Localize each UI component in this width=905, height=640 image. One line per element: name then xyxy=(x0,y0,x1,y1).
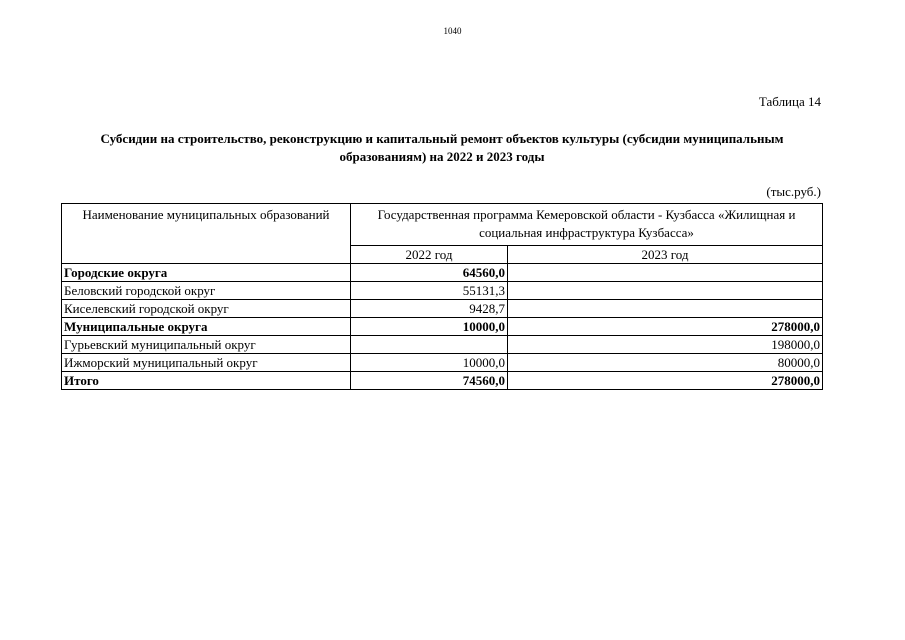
value-2023-cell xyxy=(508,264,823,282)
municipality-name-cell: Ижморский муниципальный округ xyxy=(62,354,351,372)
municipality-name-cell: Городские округа xyxy=(62,264,351,282)
header-year-2022: 2022 год xyxy=(351,246,508,264)
value-2023-cell xyxy=(508,300,823,318)
table-body xyxy=(62,264,823,390)
value-2022-cell xyxy=(351,336,508,354)
table-row xyxy=(62,336,823,354)
value-2023-cell: 278000,0 xyxy=(508,318,823,336)
subsidies-table xyxy=(61,203,823,390)
document-title: Субсидии на строительство, реконструкцию и капитальный ремонт объектов культуры (субсидии муниципальным образованиям) на 2022 и 2023 годы xyxy=(100,131,784,164)
table-row xyxy=(62,354,823,372)
value-2023-cell xyxy=(508,282,823,300)
table-caption: Таблица 14 xyxy=(758,94,821,109)
municipality-name-cell: Гурьевский муниципальный округ xyxy=(62,336,351,354)
municipality-name-cell: Итого xyxy=(62,372,351,390)
header-municipality-name: Наименование муниципальных образований xyxy=(62,204,351,264)
value-2022-cell: 9428,7 xyxy=(351,300,508,318)
table-row xyxy=(62,264,823,282)
page-number: 1040 xyxy=(443,26,462,36)
value-2022-cell: 55131,3 xyxy=(351,282,508,300)
table-row xyxy=(62,282,823,300)
value-2022-cell: 10000,0 xyxy=(351,354,508,372)
value-2023-cell: 198000,0 xyxy=(508,336,823,354)
table-row xyxy=(62,300,823,318)
municipality-name-cell: Беловский городской округ xyxy=(62,282,351,300)
table-row xyxy=(62,372,823,390)
value-2022-cell: 74560,0 xyxy=(351,372,508,390)
municipality-name-cell: Киселевский городской округ xyxy=(62,300,351,318)
table-row xyxy=(62,318,823,336)
header-program: Государственная программа Кемеровской области - Кузбасса «Жилищная и социальная инфраструктура Кузбасса» xyxy=(351,204,823,246)
value-2022-cell: 10000,0 xyxy=(351,318,508,336)
value-2022-cell: 64560,0 xyxy=(351,264,508,282)
value-2023-cell: 80000,0 xyxy=(508,354,823,372)
value-2023-cell: 278000,0 xyxy=(508,372,823,390)
header-year-2023: 2023 год xyxy=(508,246,823,264)
units-label: (тыс.руб.) xyxy=(766,184,821,199)
municipality-name-cell: Муниципальные округа xyxy=(62,318,351,336)
